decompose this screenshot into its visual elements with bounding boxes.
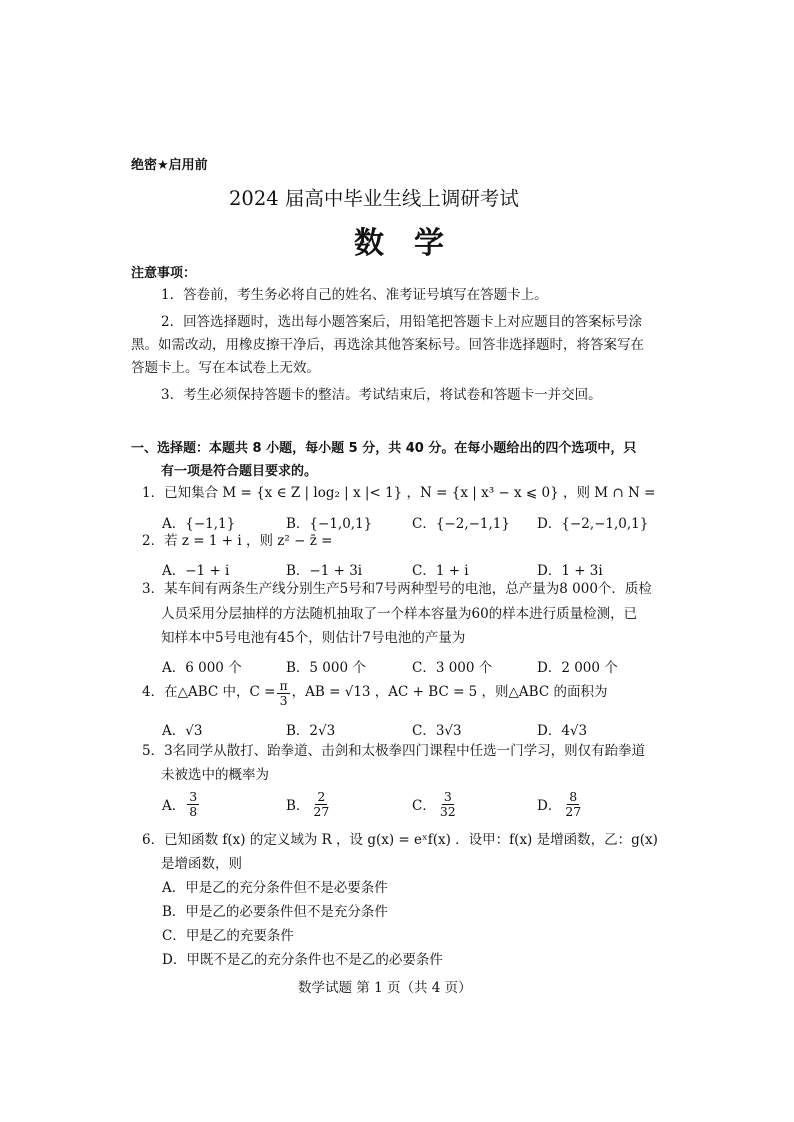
- note-item-2-line-1: 2．回答选择题时，选出每小题答案后，用铅笔把答题卡上对应题目的答案标号涂: [161, 314, 643, 330]
- section-1-heading-line-1: 一、选择题：本题共 8 小题，每小题 5 分，共 40 分。在每小题给出的四个选项中，只: [131, 441, 637, 456]
- option-fraction: [187, 790, 199, 819]
- question-5-option-d: [537, 790, 585, 819]
- page-footer: 数学试题 第 1 页（共 4 页）: [298, 980, 472, 996]
- question-6-option-b: B．甲是乙的必要条件但不是充分条件: [162, 904, 388, 920]
- denominator: 27: [313, 803, 330, 819]
- denominator: 32: [439, 803, 456, 819]
- question-5-option-c: [412, 790, 460, 819]
- question-1-option-c: C．{−2,−1,1}: [412, 516, 510, 532]
- denominator: 27: [565, 803, 582, 819]
- question-2-stem: 2．若 z = 1 + i ，则 z² − z̄ =: [142, 533, 333, 549]
- question-3-option-d: D．2 000 个: [537, 660, 618, 676]
- notes-heading: 注意事项：: [131, 266, 197, 281]
- question-6-line-1: 6．已知函数 f(x) 的定义域为 R ，设 g(x) = eˣf(x) ．设甲：f(x) 是增函数，乙：g(x): [142, 832, 658, 848]
- confidential-label: 绝密★启用前: [131, 158, 208, 173]
- angle-c-fraction: [277, 679, 289, 708]
- question-1-stem: 1．已知集合 M = {x ∈ Z | log₂ | x |< 1} ，N = {x | x³ − x ⩽ 0} ，则 M ∩ N =: [142, 485, 656, 501]
- option-label: A．: [162, 798, 186, 815]
- question-2-option-c: C．1 + i: [412, 563, 469, 579]
- question-2-option-d: D．1 + 3i: [537, 563, 603, 579]
- question-5-option-b: [286, 790, 333, 819]
- option-fraction: [563, 790, 583, 819]
- numerator: 3: [189, 789, 198, 804]
- question-1-option-a: A．{−1,1}: [162, 516, 236, 532]
- question-4-option-c: C．3√3: [412, 723, 462, 739]
- numerator: 8: [569, 789, 578, 804]
- question-3-option-b: B．5 000 个: [286, 660, 366, 676]
- option-fraction: [311, 790, 331, 819]
- note-item-2-line-2: 黑。如需改动，用橡皮擦干净后，再选涂其他答案标号。回答非选择题时，将答案写在: [131, 337, 644, 353]
- question-3-line-3: 知样本中5号电池有45个，则估计7号电池的产量为: [161, 630, 466, 646]
- note-item-2-line-3: 答题卡上。写在本试卷上无效。: [131, 360, 320, 376]
- note-item-1: 1．答卷前，考生务必将自己的姓名、准考证号填写在答题卡上。: [161, 287, 548, 303]
- denominator: 8: [189, 803, 198, 819]
- question-4-option-d: D．4√3: [537, 723, 588, 739]
- question-3-line-2: 人员采用分层抽样的方法随机抽取了一个样本容量为60的样本进行质量检测，已: [161, 606, 638, 622]
- section-1-heading-line-2: 有一项是符合题目要求的。: [161, 464, 318, 479]
- question-3-line-1: 3．某车间有两条生产线分别生产5号和7号两种型号的电池，总产量为8 000个．质检: [142, 581, 652, 597]
- question-4-stem: [142, 678, 607, 708]
- question-3-option-c: C．3 000 个: [412, 660, 493, 676]
- question-6-line-2: 是增函数，则: [161, 856, 242, 872]
- subject-title: 数 学: [354, 226, 444, 261]
- question-2-option-b: B．−1 + 3i: [286, 563, 363, 579]
- angle-c-numerator: π: [279, 677, 288, 693]
- exam-title: 2024 届高中毕业生线上调研考试: [229, 187, 519, 210]
- question-4-option-b: B．2√3: [286, 723, 336, 739]
- question-5-option-a: [162, 790, 201, 819]
- question-4-stem-prefix: 4．在△ABC 中，C =: [142, 684, 276, 701]
- question-6-option-d: D．甲既不是乙的充分条件也不是乙的必要条件: [162, 952, 443, 968]
- question-3-option-a: A．6 000 个: [162, 660, 242, 676]
- numerator: 3: [443, 789, 452, 804]
- question-4-option-a: A．√3: [162, 723, 203, 739]
- question-1-option-d: D．{−2,−1,0,1}: [537, 516, 649, 532]
- question-5-line-1: 5．3名同学从散打、跆拳道、击剑和太极拳四门课程中任选一门学习，则仅有跆拳道: [142, 743, 646, 759]
- angle-c-denominator: 3: [279, 692, 288, 708]
- question-4-stem-suffix: ，AB = √13 ，AC + BC = 5 ，则△ABC 的面积为: [291, 684, 608, 701]
- question-5-line-2: 未被选中的概率为: [161, 767, 269, 783]
- option-label: D．: [537, 798, 562, 815]
- option-fraction: [438, 790, 458, 819]
- question-2-option-a: A．−1 + i: [162, 563, 230, 579]
- option-label: C．: [412, 798, 436, 815]
- question-1-option-b: B．{−1,0,1}: [286, 516, 373, 532]
- question-6-option-c: C．甲是乙的充要条件: [162, 928, 294, 944]
- option-label: B．: [286, 798, 310, 815]
- note-item-3: 3．考生必须保持答题卡的整洁。考试结束后，将试卷和答题卡一并交回。: [161, 387, 602, 403]
- question-6-option-a: A．甲是乙的充分条件但不是必要条件: [162, 880, 388, 896]
- numerator: 2: [317, 789, 326, 804]
